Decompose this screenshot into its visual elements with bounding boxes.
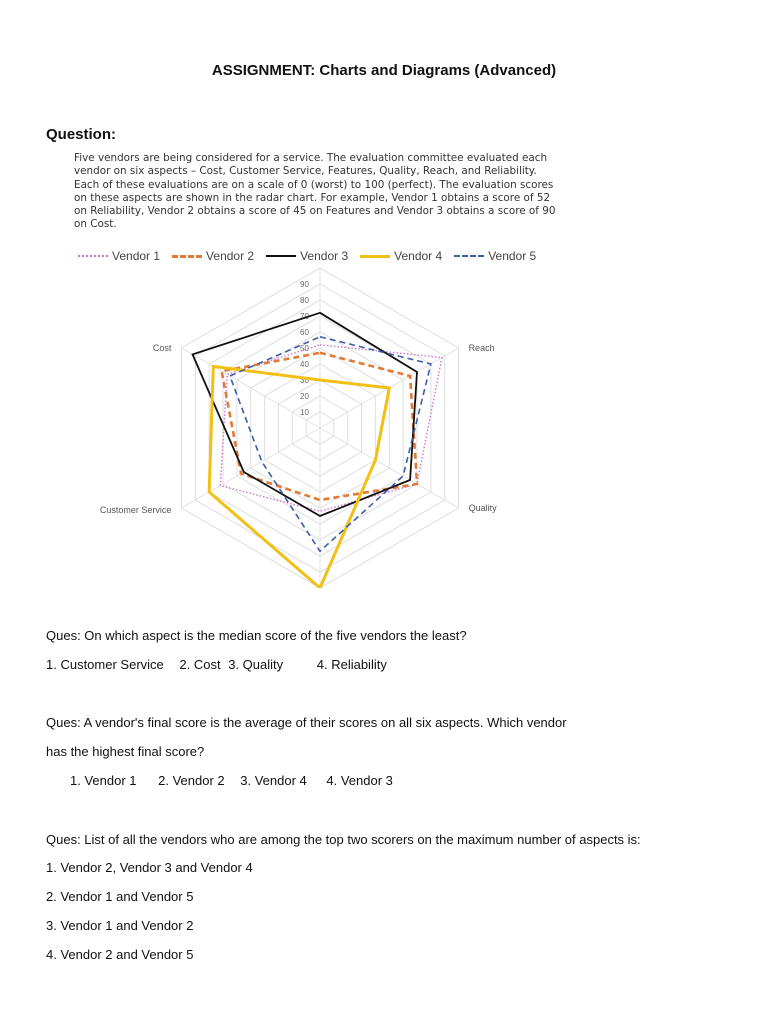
q3-option[interactable]: 1. Vendor 2, Vendor 3 and Vendor 4 <box>46 860 253 875</box>
legend-item-vendor-3 <box>266 249 348 263</box>
tick-label: 50 <box>300 344 309 353</box>
question-heading: Question: <box>46 126 116 143</box>
q2-option[interactable]: 3. Vendor 4 <box>240 773 307 788</box>
legend-swatch <box>78 255 108 257</box>
series-vendor-1 <box>220 345 442 511</box>
legend-swatch <box>266 255 296 257</box>
intro-line: vendor on six aspects – Cost, Customer Service, Features, Quality, Reach, and Reliability. <box>74 165 537 178</box>
question-2-text: Ques: A vendor's final score is the average of their scores on all six aspects. Which vendor <box>46 715 567 730</box>
legend-item-vendor-2 <box>172 249 254 263</box>
legend-swatch <box>360 255 390 258</box>
tick-label: 70 <box>300 312 309 321</box>
legend-swatch <box>454 255 484 257</box>
axis-label: Reach <box>468 343 495 353</box>
intro-line: Each of these evaluations are on a scale of 0 (worst) to 100 (perfect). The evaluation scores <box>74 178 554 191</box>
chart-legend <box>78 248 548 264</box>
intro-line: on these aspects are shown in the radar chart. For example, Vendor 1 obtains a score of 52 <box>74 191 551 204</box>
legend-label: Vendor 2 <box>206 249 255 263</box>
intro-line: Five vendors are being considered for a service. The evaluation committee evaluated each <box>74 152 548 164</box>
legend-label: Vendor 4 <box>394 249 443 263</box>
tick-label: 20 <box>300 392 309 401</box>
tick-label: 10 <box>300 408 309 417</box>
intro-line: on Cost. <box>74 218 117 231</box>
tick-label: 90 <box>300 280 309 289</box>
tick-label: 60 <box>300 328 309 337</box>
q1-option[interactable]: 4. Reliability <box>316 657 387 672</box>
axis-label: Cost <box>152 343 172 353</box>
legend-item-vendor-5 <box>454 249 536 263</box>
page-title: ASSIGNMENT: Charts and Diagrams (Advanced) <box>211 62 557 79</box>
intro-line: on Reliability, Vendor 2 obtains a score of 45 on Features and Vendor 3 obtains a score of 90 <box>74 205 556 218</box>
q3-option[interactable]: 3. Vendor 1 and Vendor 2 <box>46 918 194 933</box>
question-3-text: Ques: List of all the vendors who are among the top two scorers on the maximum number of aspects is: <box>46 832 641 847</box>
question-1-text: Ques: On which aspect is the median score of the five vendors the least? <box>46 628 467 643</box>
axis-label: Customer Service <box>99 505 172 515</box>
axis-label: Quality <box>468 503 497 513</box>
q1-option[interactable]: 2. Cost <box>179 657 221 672</box>
legend-label: Vendor 5 <box>488 249 537 263</box>
q2-option[interactable]: 2. Vendor 2 <box>158 773 225 788</box>
legend-label: Vendor 3 <box>300 249 349 263</box>
question-intro <box>74 152 584 232</box>
question-1-options <box>46 657 387 672</box>
series-vendor-5 <box>230 337 431 551</box>
q2-option[interactable]: 1. Vendor 1 <box>70 773 137 788</box>
tick-label: 40 <box>300 360 309 369</box>
legend-item-vendor-1 <box>78 249 160 263</box>
q1-option[interactable]: 1. Customer Service <box>46 657 164 672</box>
legend-label: Vendor 1 <box>112 249 161 263</box>
tick-label: 80 <box>300 296 309 305</box>
legend-swatch <box>172 255 202 258</box>
question-2-options <box>70 773 393 788</box>
q3-option[interactable]: 2. Vendor 1 and Vendor 5 <box>46 889 194 904</box>
question-2-text: has the highest final score? <box>46 744 205 759</box>
tick-label: 30 <box>300 376 309 385</box>
legend-item-vendor-4 <box>360 249 442 263</box>
radar-chart <box>0 268 768 588</box>
q3-option[interactable]: 4. Vendor 2 and Vendor 5 <box>46 947 194 962</box>
q1-option[interactable]: 3. Quality <box>228 657 284 672</box>
q2-option[interactable]: 4. Vendor 3 <box>326 773 393 788</box>
